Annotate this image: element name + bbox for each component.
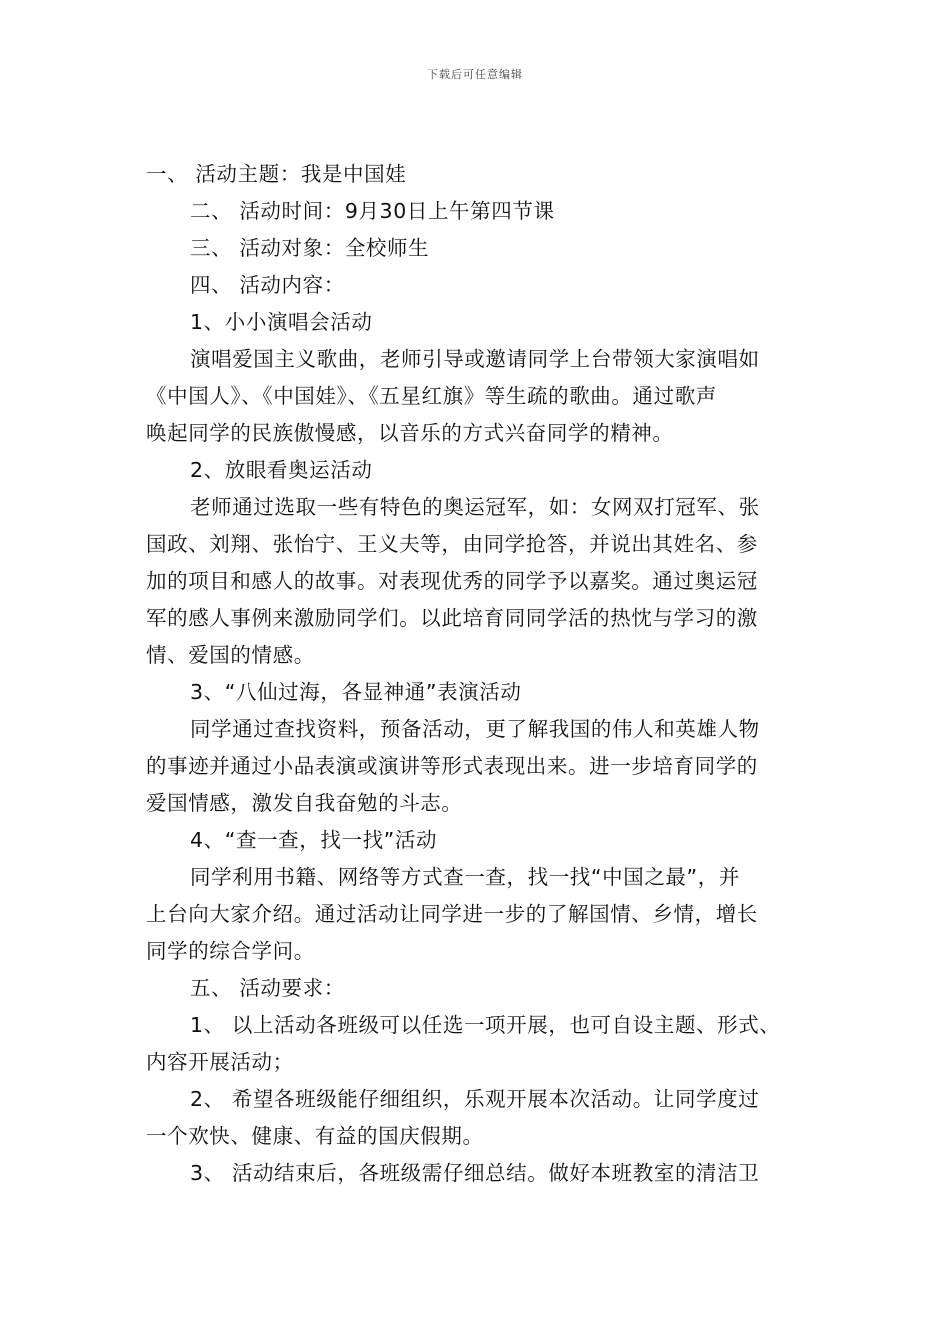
paragraph-line: 2、放眼看奥运活动 (190, 458, 373, 482)
paragraph-line: 唤起同学的民族傲慢感，以音乐的方式兴奋同学的精神。 (146, 421, 674, 445)
paragraph-line: 三、 活动对象：全校师生 (190, 236, 430, 260)
paragraph-line: 演唱爱国主义歌曲，老师引导或邀请同学上台带领大家演唱如 (190, 347, 760, 371)
paragraph-line: 1、小小演唱会活动 (190, 310, 373, 334)
paragraph-line: 3、 活动结束后，各班级需仔细总结。做好本班教室的清洁卫 (190, 1161, 760, 1185)
paragraph-line: 内容开展活动； (146, 1050, 294, 1074)
paragraph-line: 《中国人》、《中国娃》、《五星红旗》等生疏的歌曲。通过歌声 (146, 384, 717, 408)
page-header-note: 下载后可任意编辑 (427, 68, 523, 81)
paragraph-line: 国政、刘翔、张怡宁、王义夫等，由同学抢答，并说出其姓名、参 (146, 532, 758, 556)
paragraph-line: 1、 以上活动各班级可以任选一项开展，也可自设主题、形式、 (190, 1013, 781, 1037)
paragraph-line: 的事迹并通过小品表演或演讲等形式表现出来。进一步培育同学的 (146, 754, 758, 778)
paragraph-line: 情、爱国的情感。 (146, 643, 315, 667)
paragraph-line: 老师通过选取一些有特色的奥运冠军，如：女网双打冠军、张 (190, 495, 760, 519)
paragraph-line: 同学的综合学问。 (146, 939, 315, 963)
paragraph-line: 一个欢快、健康、有益的国庆假期。 (146, 1124, 484, 1148)
document-body (146, 156, 816, 1192)
paragraph-line: 上台向大家介绍。通过活动让同学进一步的了解国情、乡情，增长 (146, 902, 758, 926)
paragraph-line: 加的项目和感人的故事。对表现优秀的同学予以嘉奖。通过奥运冠 (146, 569, 758, 593)
paragraph-line: 五、 活动要求： (190, 976, 345, 1000)
paragraph-line: 2、 希望各班级能仔细组织，乐观开展本次活动。让同学度过 (190, 1087, 760, 1111)
paragraph-line: 军的感人事例来激励同学们。以此培育同同学活的热忱与学习的激 (146, 606, 758, 630)
paragraph-line: 爱国情感，激发自我奋勉的斗志。 (146, 791, 463, 815)
paragraph-line: 4、“查一查，找一找”活动 (190, 828, 438, 852)
paragraph-line: 3、“八仙过海，各显神通”表演活动 (190, 680, 522, 704)
paragraph-line: 一、 活动主题：我是中国娃 (146, 162, 407, 186)
paragraph-line: 二、 活动时间：9月30日上午第四节课 (190, 199, 555, 223)
paragraph-line: 同学利用书籍、网络等方式查一查，找一找“中国之最”，并 (190, 865, 740, 889)
paragraph-line: 同学通过查找资料，预备活动，更了解我国的伟人和英雄人物 (190, 717, 760, 741)
paragraph-line: 四、 活动内容： (190, 273, 345, 297)
